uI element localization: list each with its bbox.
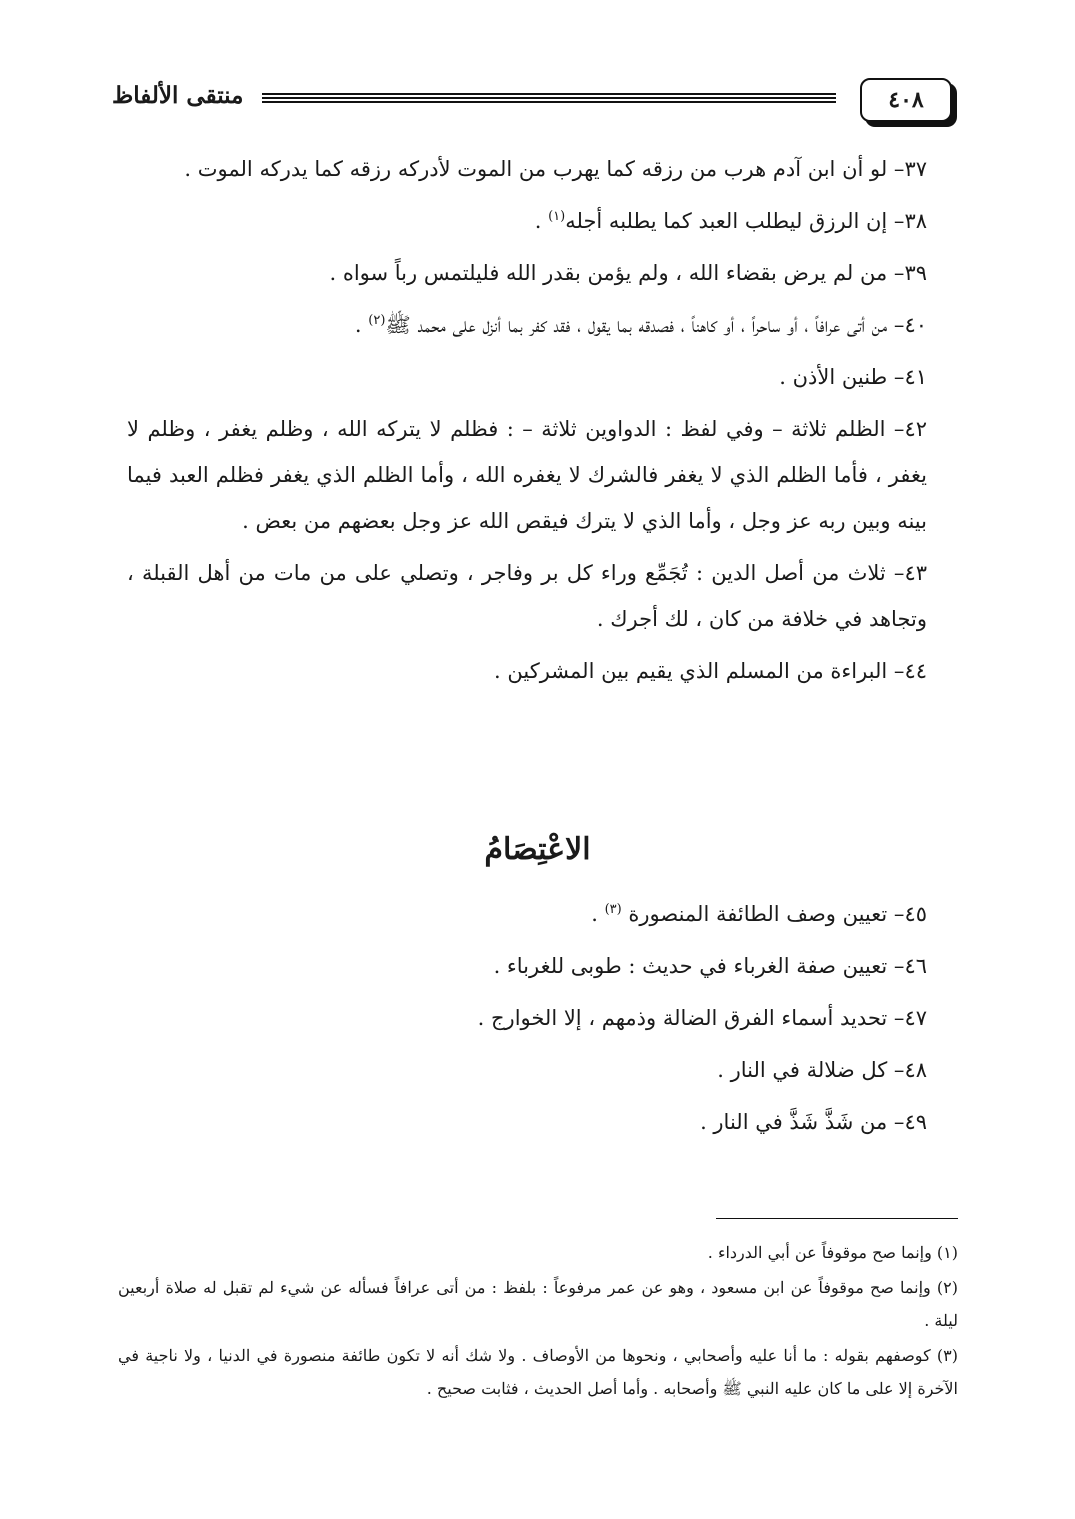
entry-38: ٣٨– إن الرزق ليطلب العبد كما يطلبه أجله$^{(١)}$ . bbox=[534, 209, 927, 233]
entry-text: تعيين صفة الغرباء في حديث : طوبى للغرباء . bbox=[493, 954, 888, 978]
entry-40: ٤٠– من أتى عرافاً ، أو ساحراً ، أو كاهناً ، فصدقه بما يقول ، فقد كفر بما أنزل على محمد ﷺ$^{(٢)}$ . bbox=[354, 313, 927, 337]
entry-text: من شَذَّ شَذَّ في النار . bbox=[700, 1110, 888, 1134]
entry-number: ٣٧ bbox=[904, 157, 927, 181]
footnote-3: (٣) كوصفهم بقوله : ما أنا عليه وأصحابي ، ونحوها من الأوصاف . ولا شك أنه لا تكون طائفة منصورة في الدنيا ، ولا ناجية في الآخرة إلا على ما كان عليه النبي ﷺ وأصحابه . وأما أصل الحديث ، فثابت صحيح . bbox=[118, 1346, 959, 1398]
entry-text-end: . bbox=[354, 313, 369, 337]
entry-37: ٣٧– لو أن ابن آدم هرب من رزقه كما يهرب من الموت لأدركه رزقه كما يدركه الموت . bbox=[184, 157, 927, 181]
page-header bbox=[112, 78, 952, 132]
entry-45: ٤٥– تعيين وصف الطائفة المنصورة $^{(٣)}$ . bbox=[591, 902, 927, 926]
footnote-ref[interactable]: (٢) bbox=[368, 313, 386, 328]
entry-text-end: . bbox=[591, 902, 605, 926]
entry-44: ٤٤– البراءة من المسلم الذي يقيم بين المشركين . bbox=[494, 659, 927, 683]
entry-number: ٤٢ bbox=[904, 417, 927, 441]
footnote-2: (٢) وإنما صح موقوفاً عن ابن مسعود ، وهو عن عمر مرفوعاً : بلفظ : من أتى عرافاً فسأله عن شيء لم تقبل له صلاة أربعين ليلة . bbox=[118, 1278, 959, 1330]
footnote-divider bbox=[716, 1218, 958, 1219]
entry-47: ٤٧– تحديد أسماء الفرق الضالة وذمهم ، إلا الخوارج . bbox=[477, 1006, 927, 1030]
entry-text: كل ضلالة في النار . bbox=[717, 1058, 888, 1082]
entry-number: ٤٩ bbox=[904, 1110, 927, 1134]
entry-text: من أتى عرافاً ، أو ساحراً ، أو كاهناً ، فصدقه بما يقول ، فقد كفر بما أنزل على محمد ﷺ bbox=[385, 313, 888, 337]
entry-43: ٤٣– ثلاث من أصل الدين : تُجَمِّع وراء كل بر وفاجر ، وتصلي على من مات من أهل القبلة ، وتجاهد في خلافة من كان ، لك أجرك . bbox=[127, 561, 927, 631]
entry-46: ٤٦– تعيين صفة الغرباء في حديث : طوبى للغرباء . bbox=[493, 954, 927, 978]
entry-text: من لم يرض بقضاء الله ، ولم يؤمن بقدر الله فليلتمس رباً سواه . bbox=[329, 261, 888, 285]
entry-42: ٤٢– الظلم ثلاثة – وفي لفظ : الدواوين ثلاثة – : فظلم لا يتركه الله ، وظلم يغفر ، وظلم لا يغفر ، فأما الظلم الذي لا يغفر فالشرك لا يغفره الله ، وأما الظلم الذي يغفر فظلم العبد فيما بينه وبين ربه عز وجل ، وأما الذي لا يترك فيقص الله عز وجل بعضهم من بعض . bbox=[127, 417, 927, 533]
entry-text: طنين الأذن . bbox=[779, 365, 888, 389]
entry-text: لو أن ابن آدم هرب من رزقه كما يهرب من الموت لأدركه رزقه كما يدركه الموت . bbox=[184, 157, 888, 181]
entry-number: ٤١ bbox=[904, 365, 927, 389]
footnotes bbox=[118, 1236, 958, 1407]
entry-text: الظلم ثلاثة – وفي لفظ : الدواوين ثلاثة – : فظلم لا يتركه الله ، وظلم يغفر ، وظلم لا يغفر ، فأما الظلم الذي لا يغفر فالشرك لا يغفره الله ، وأما الظلم الذي يغفر فظلم العبد فيما بينه وبين ربه عز وجل ، وأما الذي لا يترك فيقص الله عز وجل بعضهم من بعض . bbox=[127, 417, 927, 533]
footnote-ref[interactable]: (٣) bbox=[604, 902, 622, 917]
entry-39: ٣٩– من لم يرض بقضاء الله ، ولم يؤمن بقدر الله فليلتمس رباً سواه . bbox=[329, 261, 927, 285]
entry-number: ٤٨ bbox=[904, 1058, 927, 1082]
entry-text: البراءة من المسلم الذي يقيم بين المشركين . bbox=[494, 659, 888, 683]
book-title: منتقى الألفاظ bbox=[112, 82, 244, 109]
entry-number: ٤٥ bbox=[904, 902, 927, 926]
header-rule bbox=[262, 93, 836, 103]
entry-text: تحديد أسماء الفرق الضالة وذمهم ، إلا الخوارج . bbox=[477, 1006, 888, 1030]
entries-block-2 bbox=[127, 888, 927, 1148]
footnote-1: (١) وإنما صح موقوفاً عن أبي الدرداء . bbox=[707, 1243, 958, 1262]
entry-number: ٤٧ bbox=[904, 1006, 927, 1030]
entry-41: ٤١– طنين الأذن . bbox=[779, 365, 927, 389]
entry-text: إن الرزق ليطلب العبد كما يطلبه أجله bbox=[565, 209, 888, 233]
entry-number: ٤٦ bbox=[904, 954, 927, 978]
entry-number: ٤٠ bbox=[904, 313, 927, 337]
entries-block bbox=[127, 146, 927, 700]
entry-text: تعيين وصف الطائفة المنصورة bbox=[621, 902, 888, 926]
entry-number: ٤٤ bbox=[904, 659, 927, 683]
entry-49: ٤٩– من شَذَّ شَذَّ في النار . bbox=[700, 1110, 927, 1134]
entry-text: ثلاث من أصل الدين : تُجَمِّع وراء كل بر وفاجر ، وتصلي على من مات من أهل القبلة ، وتجاهد في خلافة من كان ، لك أجرك . bbox=[127, 561, 927, 631]
footnote-ref[interactable]: (١) bbox=[548, 209, 566, 224]
entry-48: ٤٨– كل ضلالة في النار . bbox=[717, 1058, 927, 1082]
section-heading: الاعْتِصَامُ bbox=[484, 832, 591, 867]
entry-number: ٣٨ bbox=[904, 209, 927, 233]
entry-text-end: . bbox=[534, 209, 549, 233]
entry-number: ٤٣ bbox=[904, 561, 927, 585]
page-number: ٤٠٨ bbox=[860, 78, 952, 122]
entry-number: ٣٩ bbox=[904, 261, 927, 285]
